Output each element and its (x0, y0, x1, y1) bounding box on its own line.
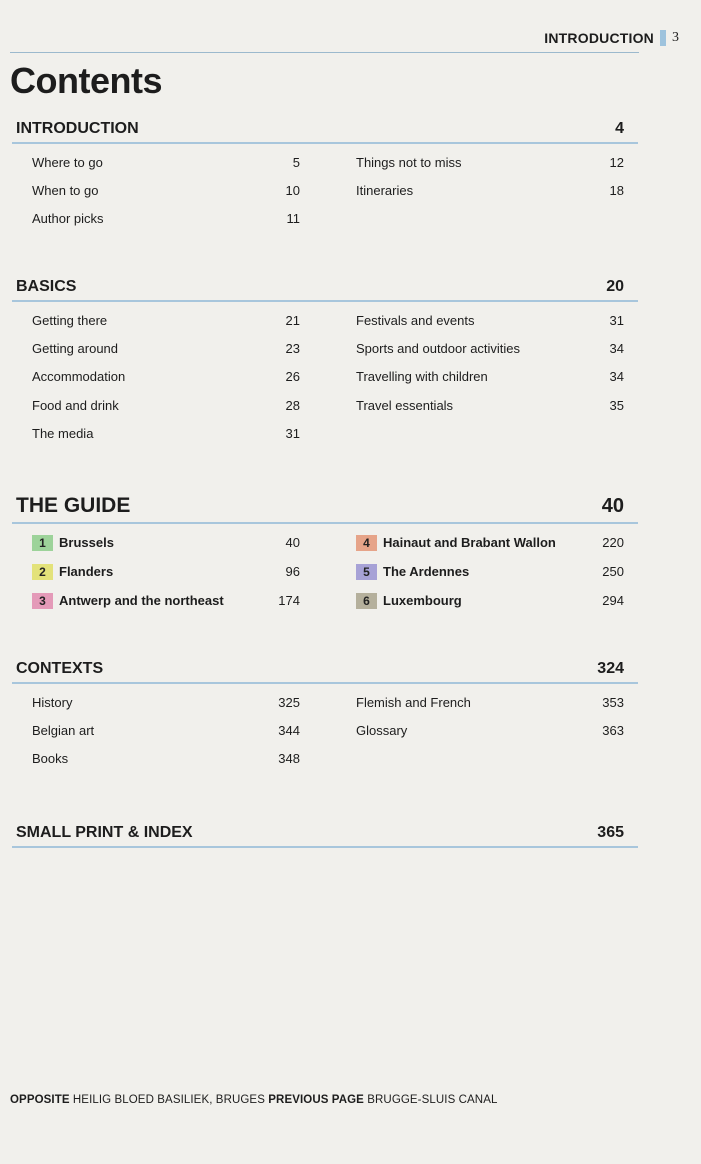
chapter-number-badge: 1 (32, 535, 53, 551)
entry-page: 344 (278, 722, 300, 738)
left-column (12, 688, 332, 773)
top-rule (10, 52, 639, 53)
chapter (356, 564, 469, 580)
entry-page: 31 (609, 312, 624, 328)
entry-label: Getting there (32, 312, 108, 328)
entry-label: Flemish and French (356, 694, 471, 710)
left-column (12, 148, 332, 233)
section-heading[interactable] (12, 824, 638, 848)
entry-label: Luxembourg (383, 593, 462, 608)
toc-entry-festivals-and-events[interactable] (332, 306, 638, 334)
entry-page: 353 (602, 694, 624, 710)
entry-page: 40 (285, 535, 300, 550)
toc-entry-getting-around[interactable] (12, 334, 332, 362)
section-title: BASICS (16, 278, 77, 295)
entry-grid (12, 306, 638, 447)
toc-chapter-antwerp[interactable] (12, 586, 332, 615)
toc-entry-the-media[interactable] (12, 419, 332, 447)
entry-label: The media (32, 425, 94, 441)
section-page: 324 (597, 660, 624, 677)
entry-label: Flanders (59, 564, 114, 579)
entry-page: 34 (609, 369, 624, 385)
toc-chapter-ardennes[interactable] (332, 557, 638, 586)
right-column (332, 528, 638, 615)
chapter-number-badge: 3 (32, 593, 53, 609)
entry-label: Things not to miss (356, 154, 462, 170)
entry-page: 34 (609, 340, 624, 356)
section-heading[interactable] (12, 494, 638, 524)
toc-entry-author-picks[interactable] (12, 205, 332, 233)
toc-chapter-brussels[interactable] (12, 528, 332, 557)
toc-entry-travelling-with-children[interactable] (332, 363, 638, 391)
section-page: 40 (601, 495, 624, 517)
entry-page: 174 (278, 593, 300, 608)
toc-entry-books[interactable] (12, 745, 332, 773)
entry-page: 26 (285, 369, 300, 385)
toc-chapter-hainaut[interactable] (332, 528, 638, 557)
entry-page: 21 (285, 312, 300, 328)
toc-entry-flemish-and-french[interactable] (332, 688, 638, 716)
chapter-number-badge: 4 (356, 535, 377, 551)
entry-page: 35 (609, 397, 624, 413)
entry-label: Brussels (59, 535, 114, 550)
entry-label: Festivals and events (356, 312, 475, 328)
opposite-caption: HEILIG BLOED BASILIEK, BRUGES (72, 1094, 265, 1106)
chapter (32, 564, 113, 580)
toc-entry-glossary[interactable] (332, 716, 638, 744)
entry-page: 12 (609, 154, 624, 170)
entry-page: 325 (278, 694, 300, 710)
section-page: 20 (606, 278, 624, 295)
chapter (32, 593, 224, 609)
chapter-number-badge: 6 (356, 593, 377, 609)
previous-page-label: PREVIOUS PAGE (268, 1094, 364, 1106)
entry-label: Travel essentials (356, 397, 454, 413)
toc-entry-when-to-go[interactable] (12, 176, 332, 204)
entry-page: 348 (278, 751, 300, 767)
section-title: SMALL PRINT & INDEX (16, 824, 193, 841)
chapter-number-badge: 2 (32, 564, 53, 580)
toc-entry-travel-essentials[interactable] (332, 391, 638, 419)
chapter (356, 535, 556, 551)
entry-label: Accommodation (32, 369, 126, 385)
entry-grid (12, 688, 638, 773)
toc-entry-food-and-drink[interactable] (12, 391, 332, 419)
section-contexts (12, 660, 638, 773)
opposite-label: OPPOSITE (10, 1094, 70, 1106)
entry-label: Antwerp and the northeast (59, 593, 224, 608)
entry-page: 11 (286, 211, 300, 227)
toc-chapter-flanders[interactable] (12, 557, 332, 586)
entry-label: History (32, 694, 73, 710)
toc-entry-belgian-art[interactable] (12, 716, 332, 744)
entry-page: 363 (602, 722, 624, 738)
toc-entry-accommodation[interactable] (12, 363, 332, 391)
page-title: Contents (10, 60, 162, 101)
entry-page: 10 (285, 182, 300, 198)
entry-page: 23 (285, 340, 300, 356)
section-small-print (12, 824, 638, 848)
entry-label: Books (32, 751, 69, 767)
section-page: 365 (597, 824, 624, 841)
toc-entry-history[interactable] (12, 688, 332, 716)
running-head-title: INTRODUCTION (544, 30, 654, 46)
entry-label: Getting around (32, 340, 119, 356)
photo-credits (10, 1094, 497, 1106)
entry-page: 96 (285, 564, 300, 579)
entry-label: Hainaut and Brabant Wallon (383, 535, 556, 550)
toc-entry-things-not-to-miss[interactable] (332, 148, 638, 176)
right-column (332, 306, 638, 447)
entry-page: 18 (609, 182, 624, 198)
entry-label: Sports and outdoor activities (356, 340, 521, 356)
entry-page: 5 (292, 154, 300, 170)
entry-label: Belgian art (32, 722, 95, 738)
chapter-number-badge: 5 (356, 564, 377, 580)
entry-label: Food and drink (32, 397, 119, 413)
section-title: THE GUIDE (16, 494, 131, 517)
running-head (544, 30, 679, 46)
section-basics (12, 278, 638, 447)
right-column (332, 688, 638, 773)
section-title: INTRODUCTION (16, 120, 139, 137)
entry-page: 250 (602, 564, 624, 579)
entry-page: 31 (285, 425, 300, 441)
right-column (332, 148, 638, 233)
section-the-guide (12, 494, 638, 615)
section-introduction (12, 120, 638, 233)
entry-label: Where to go (32, 154, 103, 170)
entry-grid (12, 148, 638, 233)
previous-page-caption: BRUGGE-SLUIS CANAL (367, 1094, 498, 1106)
section-heading[interactable] (12, 278, 638, 302)
entry-grid (12, 528, 638, 615)
entry-label: Itineraries (356, 182, 414, 198)
section-heading[interactable] (12, 660, 638, 684)
section-title: CONTEXTS (16, 660, 104, 677)
entry-page: 294 (602, 593, 624, 608)
page-number: 3 (672, 30, 679, 45)
toc-entry-sports-and-outdoor-activities[interactable] (332, 334, 638, 362)
entry-label: When to go (32, 182, 99, 198)
entry-label: The Ardennes (383, 564, 470, 579)
left-column (12, 306, 332, 447)
toc-chapter-luxembourg[interactable] (332, 586, 638, 615)
section-heading[interactable] (12, 120, 638, 144)
entry-label: Travelling with children (356, 369, 488, 385)
entry-label: Author picks (32, 211, 104, 227)
chapter (32, 535, 114, 551)
entry-page: 220 (602, 535, 624, 550)
toc-entry-itineraries[interactable] (332, 176, 638, 204)
left-column (12, 528, 332, 615)
toc-entry-getting-there[interactable] (12, 306, 332, 334)
running-head-bar (660, 30, 666, 46)
entry-page: 28 (285, 397, 300, 413)
entry-label: Glossary (356, 722, 408, 738)
chapter (356, 593, 462, 609)
toc-entry-where-to-go[interactable] (12, 148, 332, 176)
section-page: 4 (615, 120, 624, 137)
